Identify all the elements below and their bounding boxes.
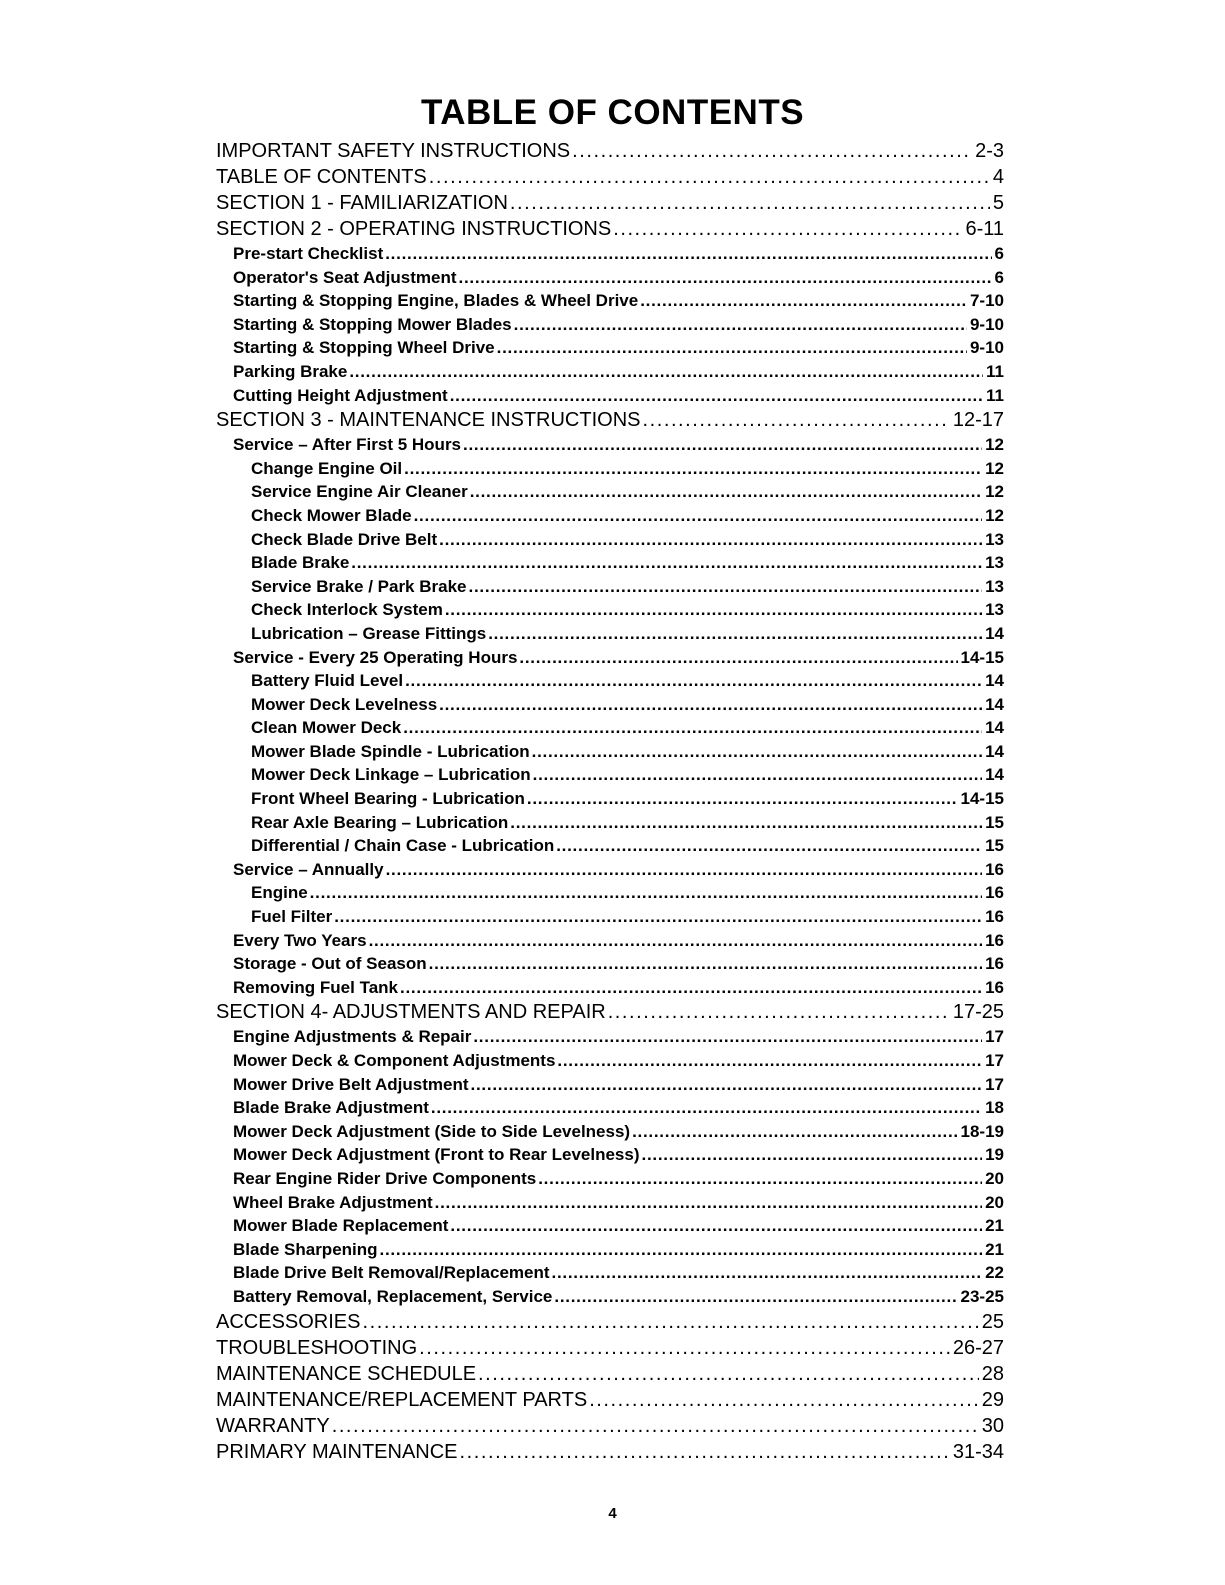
toc-entry-label: Pre-start Checklist	[233, 244, 384, 263]
toc-entry-label: MAINTENANCE/REPLACEMENT PARTS	[216, 1388, 588, 1411]
toc-entry-label: TROUBLESHOOTING	[216, 1336, 418, 1359]
dot-leader	[510, 190, 990, 216]
dot-leader	[439, 693, 982, 717]
toc-entry-page: 4	[992, 166, 1004, 188]
toc-entry	[216, 360, 1004, 384]
toc-entry	[216, 1309, 1004, 1335]
toc-entry	[216, 1413, 1004, 1439]
page-title: TABLE OF CONTENTS	[420, 93, 805, 133]
toc-entry-label: WARRANTY	[216, 1414, 330, 1437]
dot-leader	[385, 242, 991, 266]
toc-entry-label: TABLE OF CONTENTS	[216, 166, 427, 188]
dot-leader	[463, 433, 982, 457]
dot-leader	[362, 1309, 978, 1335]
toc-entry-label: Service Brake / Park Brake	[251, 576, 467, 596]
toc-entry-label: Differential / Chain Case - Lubrication	[251, 836, 555, 856]
toc-entry-label: SECTION 4- ADJUSTMENTS AND REPAIR	[216, 1001, 606, 1024]
toc-entry-label: SECTION 2 - OPERATING INSTRUCTIONS	[216, 218, 612, 240]
toc-entry-page: 17	[985, 1074, 1004, 1094]
toc-entry-label: Check Blade Drive Belt	[251, 529, 438, 549]
toc-entry	[216, 693, 1004, 717]
toc-entry	[216, 1025, 1004, 1049]
toc-entry-page: 29	[981, 1388, 1004, 1411]
toc-entry-label: Mower Deck Adjustment (Side to Side Levelness)	[233, 1121, 631, 1141]
toc-entry-label: Cutting Height Adjustment	[233, 385, 448, 405]
toc-entry	[216, 1096, 1004, 1120]
toc-entry-label: Rear Axle Bearing – Lubrication	[251, 812, 509, 832]
toc-entry-page: 14-15	[960, 647, 1004, 667]
toc-entry-label: Blade Sharpening	[233, 1239, 378, 1259]
toc-entry-page: 17	[985, 1027, 1004, 1047]
dot-leader	[414, 504, 982, 528]
dot-leader	[429, 164, 990, 190]
toc-entry-label: MAINTENANCE SCHEDULE	[216, 1362, 477, 1385]
toc-entry	[216, 1361, 1004, 1387]
dot-leader	[514, 313, 967, 337]
toc-entry-page: 16	[985, 907, 1004, 927]
toc-entry-page: 31-34	[952, 1440, 1004, 1463]
toc-entry-label: Blade Drive Belt Removal/Replacement	[233, 1263, 550, 1283]
toc-entry	[216, 216, 1004, 242]
toc-entry-page: 11	[986, 385, 1004, 405]
toc-entry	[216, 457, 1004, 481]
dot-leader	[369, 929, 983, 953]
toc-entry-label: PRIMARY MAINTENANCE	[216, 1440, 458, 1463]
dot-leader	[533, 763, 982, 787]
dot-leader	[439, 528, 982, 552]
toc-entry-label: Mower Deck Linkage – Lubrication	[251, 765, 531, 785]
dot-leader	[405, 669, 982, 693]
dot-leader	[642, 407, 949, 433]
toc-entry	[216, 905, 1004, 929]
toc-entry-label: Every Two Years	[233, 930, 367, 950]
dot-leader	[640, 289, 967, 313]
toc-entry-page: 16	[985, 883, 1004, 903]
toc-entry	[216, 858, 1004, 882]
toc-entry	[216, 646, 1004, 670]
toc-entry	[216, 164, 1004, 190]
toc-entry-label: Blade Brake Adjustment	[233, 1098, 429, 1118]
toc-entry-label: Front Wheel Bearing - Lubrication	[251, 789, 525, 809]
toc-entry-page: 13	[985, 553, 1004, 573]
toc-entry-page: 19	[985, 1145, 1004, 1165]
toc-entry-page: 12	[985, 435, 1004, 455]
toc-entry-page: 15	[985, 812, 1004, 832]
toc-entry-page: 14	[985, 694, 1004, 714]
toc-entry-page: 14	[985, 718, 1004, 738]
toc-entry-label: Mower Deck Levelness	[251, 694, 438, 714]
toc-entry-label: Removing Fuel Tank	[233, 977, 398, 997]
toc-entry-label: Rear Engine Rider Drive Components	[233, 1168, 537, 1188]
dot-leader	[557, 1049, 982, 1073]
dot-leader	[613, 216, 962, 242]
dot-leader	[459, 266, 992, 290]
toc-entry	[216, 266, 1004, 290]
toc-entry	[216, 433, 1004, 457]
toc-entry	[216, 384, 1004, 408]
toc-entry-label: Battery Fluid Level	[251, 671, 404, 691]
toc-entry	[216, 669, 1004, 693]
dot-leader	[435, 1191, 982, 1215]
dot-leader	[532, 740, 982, 764]
toc-entry-page: 14	[985, 623, 1004, 643]
toc-entry-page: 20	[985, 1168, 1004, 1188]
toc-entry	[216, 190, 1004, 216]
toc-entry	[216, 598, 1004, 622]
toc-entry-page: 6	[994, 244, 1004, 263]
toc-entry-page: 9-10	[969, 314, 1004, 334]
toc-entry-label: Engine	[251, 883, 308, 903]
toc-entry	[216, 575, 1004, 599]
toc-entry	[216, 138, 1004, 164]
toc-entry-label: Operator's Seat Adjustment	[233, 267, 457, 287]
toc-entry	[216, 407, 1004, 433]
toc-entry-page: 23-25	[960, 1286, 1004, 1306]
toc-entry	[216, 242, 1004, 266]
toc-entry-page: 13	[985, 576, 1004, 596]
toc-entry	[216, 622, 1004, 646]
toc-entry-label: Change Engine Oil	[251, 458, 403, 478]
toc-entry-page: 16	[985, 859, 1004, 879]
dot-leader	[488, 622, 982, 646]
toc-entry-page: 25	[981, 1310, 1004, 1333]
toc-entry-label: Mower Blade Spindle - Lubrication	[251, 741, 530, 761]
toc-entry	[216, 1073, 1004, 1097]
toc-entry	[216, 740, 1004, 764]
toc-entry	[216, 504, 1004, 528]
toc-entry	[216, 1387, 1004, 1413]
toc-entry-label: Parking Brake	[233, 361, 348, 381]
dot-leader	[608, 999, 950, 1025]
toc-entry	[216, 881, 1004, 905]
toc-entry-page: 12-17	[952, 409, 1004, 432]
dot-leader	[589, 1387, 979, 1413]
table-of-contents	[216, 138, 1004, 1465]
dot-leader	[554, 1285, 957, 1309]
toc-entry-page: 28	[981, 1362, 1004, 1385]
dot-leader	[572, 138, 972, 164]
toc-entry	[216, 787, 1004, 811]
toc-entry-label: ACCESSORIES	[216, 1310, 361, 1333]
dot-leader	[632, 1120, 957, 1144]
dot-leader	[473, 1025, 982, 1049]
toc-entry	[216, 999, 1004, 1025]
toc-entry-label: Wheel Brake Adjustment	[233, 1192, 433, 1212]
dot-leader	[469, 575, 983, 599]
toc-entry-page: 26-27	[952, 1336, 1004, 1359]
toc-entry-label: Service Engine Air Cleaner	[251, 482, 468, 502]
dot-leader	[380, 1238, 983, 1262]
dot-leader	[400, 976, 982, 1000]
dot-leader	[310, 881, 982, 905]
toc-entry-label: Check Mower Blade	[251, 505, 412, 525]
toc-entry-page: 12	[985, 505, 1004, 525]
toc-entry-label: Mower Drive Belt Adjustment	[233, 1074, 469, 1094]
dot-leader	[510, 811, 982, 835]
toc-entry-page: 7-10	[969, 291, 1004, 311]
toc-entry	[216, 313, 1004, 337]
toc-entry-label: Battery Removal, Replacement, Service	[233, 1286, 553, 1306]
dot-leader	[429, 952, 982, 976]
toc-entry-label: Service – After First 5 Hours	[233, 435, 462, 455]
toc-entry-label: Service – Annually	[233, 859, 384, 879]
toc-entry-page: 20	[985, 1192, 1004, 1212]
toc-entry-page: 18	[985, 1098, 1004, 1118]
toc-entry	[216, 1261, 1004, 1285]
toc-entry-label: SECTION 1 - FAMILIARIZATION	[216, 192, 508, 214]
toc-entry	[216, 1120, 1004, 1144]
page-number: 4	[608, 1505, 617, 1522]
toc-entry	[216, 763, 1004, 787]
toc-entry	[216, 289, 1004, 313]
toc-entry-label: Fuel Filter	[251, 907, 333, 927]
toc-entry-page: 6	[994, 267, 1004, 287]
toc-entry-page: 13	[985, 600, 1004, 620]
toc-entry-page: 17-25	[952, 1001, 1004, 1024]
toc-entry	[216, 1439, 1004, 1465]
toc-entry-page: 22	[985, 1263, 1004, 1283]
dot-leader	[642, 1143, 983, 1167]
toc-entry-page: 9-10	[969, 338, 1004, 358]
toc-entry-label: Mower Deck Adjustment (Front to Rear Levelness)	[233, 1145, 640, 1165]
toc-entry-page: 12	[985, 458, 1004, 478]
toc-entry	[216, 480, 1004, 504]
toc-entry-label: Starting & Stopping Wheel Drive	[233, 338, 495, 358]
dot-leader	[556, 834, 982, 858]
toc-entry-page: 14	[985, 671, 1004, 691]
dot-leader	[386, 858, 983, 882]
toc-entry-label: Service - Every 25 Operating Hours	[233, 647, 518, 667]
toc-entry-label: IMPORTANT SAFETY INSTRUCTIONS	[216, 140, 571, 162]
toc-entry	[216, 1214, 1004, 1238]
toc-entry	[216, 834, 1004, 858]
toc-entry-page: 13	[985, 529, 1004, 549]
toc-entry	[216, 1143, 1004, 1167]
dot-leader	[538, 1167, 982, 1191]
toc-entry-page: 14	[985, 741, 1004, 761]
toc-entry	[216, 1238, 1004, 1262]
toc-entry-page: 21	[985, 1216, 1004, 1236]
toc-entry	[216, 1167, 1004, 1191]
toc-entry	[216, 1049, 1004, 1073]
toc-entry-page: 16	[985, 930, 1004, 950]
toc-entry-page: 16	[985, 954, 1004, 974]
dot-leader	[470, 480, 982, 504]
dot-leader	[351, 551, 982, 575]
dot-leader	[450, 384, 983, 408]
toc-entry	[216, 716, 1004, 740]
toc-entry	[216, 1285, 1004, 1309]
toc-entry-page: 17	[985, 1051, 1004, 1070]
dot-leader	[334, 905, 982, 929]
toc-entry-label: Blade Brake	[251, 553, 350, 573]
toc-entry-label: Engine Adjustments & Repair	[233, 1027, 472, 1047]
dot-leader	[404, 457, 982, 481]
dot-leader	[445, 598, 982, 622]
toc-entry-page: 2-3	[975, 140, 1004, 162]
toc-entry-label: Starting & Stopping Mower Blades	[233, 314, 512, 334]
toc-entry-label: Clean Mower Deck	[251, 718, 402, 738]
toc-entry-label: Storage - Out of Season	[233, 954, 427, 974]
toc-entry-page: 6-11	[965, 218, 1004, 240]
toc-entry-label: Starting & Stopping Engine, Blades & Wheel Drive	[233, 291, 639, 311]
toc-entry-label: Mower Blade Replacement	[233, 1216, 449, 1236]
toc-entry-label: Mower Deck & Component Adjustments	[233, 1051, 556, 1070]
toc-entry	[216, 1191, 1004, 1215]
toc-entry-label: Lubrication – Grease Fittings	[251, 623, 487, 643]
toc-entry-page: 11	[986, 361, 1004, 381]
dot-leader	[450, 1214, 982, 1238]
toc-entry-page: 15	[985, 836, 1004, 856]
toc-entry	[216, 551, 1004, 575]
toc-entry-page: 16	[985, 977, 1004, 997]
dot-leader	[403, 716, 982, 740]
dot-leader	[519, 646, 957, 670]
dot-leader	[332, 1413, 979, 1439]
dot-leader	[527, 787, 958, 811]
toc-entry-page: 12	[985, 482, 1004, 502]
dot-leader	[419, 1335, 950, 1361]
toc-entry	[216, 976, 1004, 1000]
dot-leader	[460, 1439, 950, 1465]
toc-entry	[216, 952, 1004, 976]
toc-entry	[216, 811, 1004, 835]
dot-leader	[552, 1261, 983, 1285]
toc-entry	[216, 929, 1004, 953]
toc-entry	[216, 528, 1004, 552]
dot-leader	[349, 360, 983, 384]
toc-entry-label: Check Interlock System	[251, 600, 443, 620]
dot-leader	[497, 336, 967, 360]
dot-leader	[431, 1096, 982, 1120]
toc-entry-page: 30	[981, 1414, 1004, 1437]
toc-entry	[216, 336, 1004, 360]
toc-entry-page: 14	[985, 765, 1004, 785]
toc-entry-page: 21	[985, 1239, 1004, 1259]
toc-entry-label: SECTION 3 - MAINTENANCE INSTRUCTIONS	[216, 409, 641, 432]
toc-entry-page: 5	[992, 192, 1004, 214]
dot-leader	[471, 1073, 983, 1097]
toc-entry	[216, 1335, 1004, 1361]
toc-entry-page: 18-19	[960, 1121, 1004, 1141]
toc-entry-page: 14-15	[960, 789, 1004, 809]
dot-leader	[478, 1361, 979, 1387]
